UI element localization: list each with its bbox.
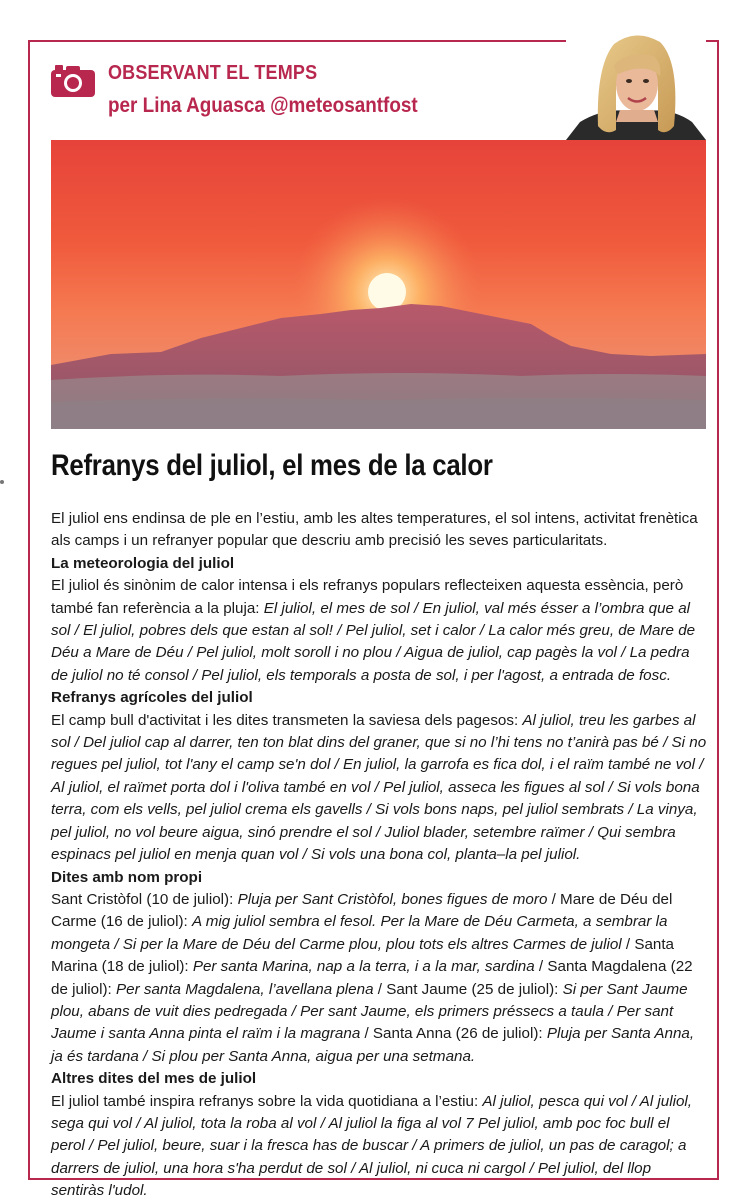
sayings-text: Si per Sant Jaume plou, abans de vuit dies pedregada / Per sant Jaume, els primers préssecs a taula / Per sant Jaume i santa Anna pinta el raïm i la magrana	[51, 980, 688, 1043]
author-byline: per Lina Aguasca @meteosantfost	[108, 94, 418, 117]
page-edge-mark	[0, 480, 4, 484]
sayings-text: Al juliol, treu les garbes al sol / Del juliol cap al darrer, ten ton blat dins del graner, que si no l’hi tens no t’anirà pas bé / Si no regues pel juliol, tot l'any el camp se'n dol / En juliol, la garrofa es fica dol, i el raïm també ne vol / Al juliol, el raïmet porta dol i l'oliva també en vol / Pel juliol, asseca les figues al sol / Si vols bona terra, com els vells, pel juliol crema els gavells / Si vols bons naps, pel juliol sembrats / La vinya, pel juliol, no vol beure aigua, sinó prendre el sol / Juliol blader, setembre raïmer / Qui sembra espinacs pel juliol en menja quan vol / Si vols una bona col, planta–la pel juliol.	[51, 711, 707, 864]
section-heading-nom-propi: Dites amb nom propi	[51, 868, 203, 886]
saint-label: / Santa Anna (26 de juliol):	[360, 1025, 547, 1043]
camera-icon	[50, 64, 96, 98]
section-heading-altres: Altres dites del mes de juliol	[51, 1070, 257, 1088]
saint-label: Sant Cristòfol (10 de juliol):	[51, 890, 238, 908]
sayings-text: Pluja per Sant Cristòfol, bones figues de moro	[237, 890, 548, 908]
sayings-text: Al juliol, pesca qui vol / Al juliol, sega qui vol / Al juliol, tota la roba al vol / Al juliol la figa al vol 7 Pel juliol, amb poc foc bull el perol / Pel juliol, beure, suar i la fresca has de buscar / A primers de juliol, un pas de caragol; a darrers de juliol, una hora s'ha perdut de sol / Al juliol, ni cuca ni cargol / Pel juliol, del llop sentiràs l'udol.	[51, 1092, 693, 1200]
saint-label: / Sant Jaume (25 de juliol):	[373, 980, 563, 998]
sayings-text: El juliol, el mes de sol / En juliol, val més ésser a l’ombra que al sol / El juliol, pobres dels que estan al sol! / Pel juliol, set i calor / La calor més greu, de Mare de Déu a Mare de Déu / Pel juliol, molt soroll i no plou / Aigua de juliol, cap pagès la vol / La pedra de juliol no té consol / Pel juliol, els temporals a posta de sol, i per l'agost, a entrada de fosc.	[51, 599, 696, 684]
section-heading-agricoles: Refranys agrícoles del juliol	[51, 689, 253, 707]
article-title: Refranys del juliol, el mes de la calor	[51, 449, 493, 482]
lead-text: El juliol és sinònim de calor intensa i els refranys populars reflecteixen aquesta essència, però també fan referència a la pluja:	[51, 577, 684, 617]
intro-paragraph: El juliol ens endinsa de ple en l’estiu, amb les altes temperatures, el sol intens, activitat frenètica als camps i un refranyer popular que descriu amb precisió les seves particularitats.	[51, 510, 698, 550]
section-paragraph-altres	[51, 1091, 707, 1203]
saint-label: / Santa Magdalena (22 de juliol):	[51, 958, 693, 998]
article-body	[51, 508, 707, 1203]
saint-label: / Santa Marina (18 de juliol):	[51, 935, 675, 976]
section-heading-meteorologia: La meteorologia del juliol	[51, 554, 235, 572]
sayings-text: Per santa Magdalena, l’avellana plena	[116, 980, 374, 998]
section-paragraph-meteorologia	[51, 575, 707, 687]
saint-label: / Mare de Déu del Carme (16 de juliol):	[51, 890, 673, 931]
sayings-text: Per santa Marina, nap a la terra, i a la mar, sardina	[192, 958, 535, 976]
sayings-text: A mig juliol sembra el fesol. Per la Mare de Déu Carmeta, a sembrar la mongeta / Si per la Mare de Déu del Carme plou, plou tots els altres Carmes de juliol	[51, 913, 668, 953]
lead-text: El camp bull d'activitat i les dites transmeten la saviesa dels pagesos:	[51, 711, 523, 729]
author-photo	[566, 26, 706, 140]
column-kicker: OBSERVANT EL TEMPS	[108, 62, 318, 84]
section-paragraph-agricoles	[51, 710, 707, 867]
sunset-photo	[51, 140, 706, 429]
lead-text: El juliol també inspira refranys sobre la vida quotidiana a l’estiu:	[51, 1092, 483, 1110]
sayings-text: Pluja per Santa Anna, ja és tardana / Si plou per Santa Anna, aigua per una setmana.	[51, 1025, 695, 1065]
section-paragraph-nom-propi	[51, 889, 707, 1068]
